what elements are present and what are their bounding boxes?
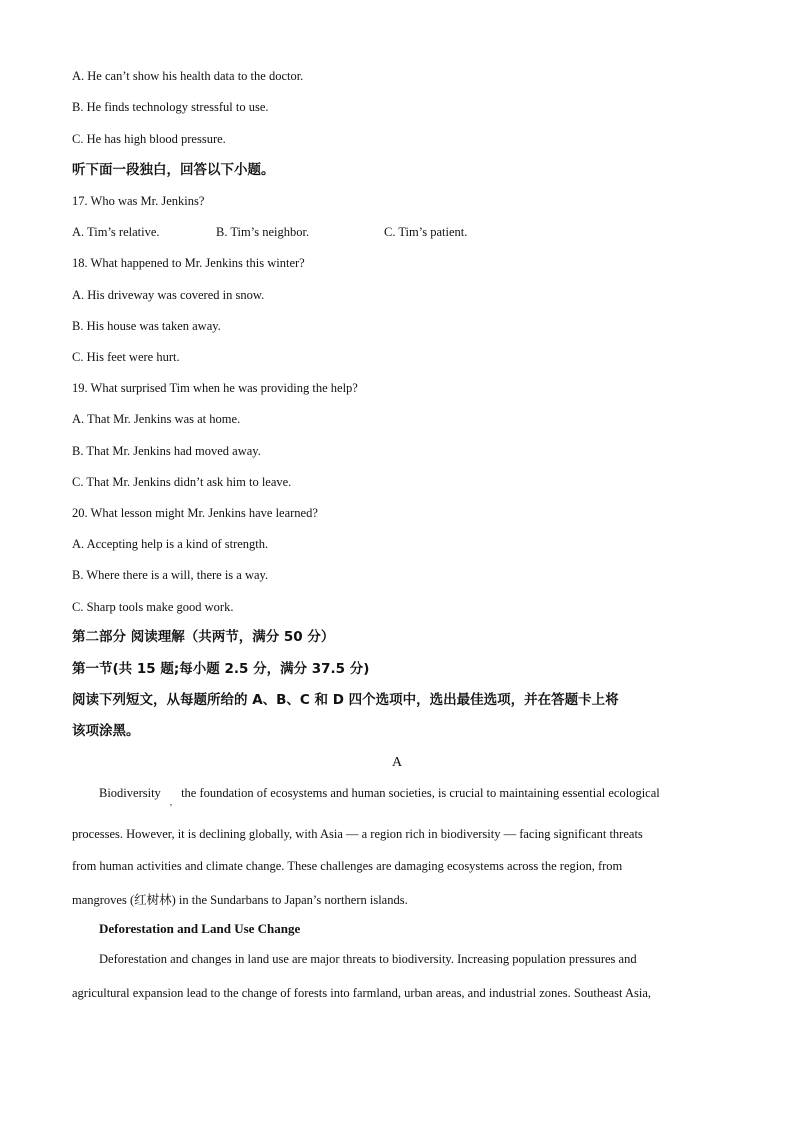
option-b: B. That Mr. Jenkins had moved away. xyxy=(72,444,261,458)
question-17-stem: 17. Who was Mr. Jenkins? xyxy=(72,194,205,208)
option-c: C. Tim’s patient. xyxy=(384,225,468,239)
option-c: C. His feet were hurt. xyxy=(72,350,180,364)
option-a: A. He can’t show his health data to the doctor. xyxy=(72,69,304,83)
passage-text: Deforestation and changes in land use are major threats to biodiversity. Increasing population pressures and xyxy=(99,952,637,966)
option-a: A. Tim’s relative. xyxy=(72,225,160,239)
passage-line: agricultural expansion lead to the change of forests into farmland, urban areas, and industrial zones. Southeast Asia, xyxy=(72,986,651,1000)
option-b: B. He finds technology stressful to use. xyxy=(72,100,269,114)
passage-text: the foundation of ecosystems and human societies, is crucial to maintaining essential ecological xyxy=(181,786,660,800)
reading-directions-line-1: 阅读下列短文，从每题所给的 A、B、C 和 D 四个选项中，选出最佳选项，并在答题卡上将 xyxy=(72,692,619,708)
comma-mark: , xyxy=(169,797,173,807)
section-one-title: 第一节(共 15 题;每小题 2.5 分，满分 37.5 分) xyxy=(72,661,370,677)
passage-line: from human activities and climate change. These challenges are damaging ecosystems across the region, from xyxy=(72,859,623,873)
option-c: C. Sharp tools make good work. xyxy=(72,600,234,614)
section-heading: Deforestation and Land Use Change xyxy=(99,921,301,936)
option-b: B. Tim’s neighbor. xyxy=(216,225,310,239)
passage-line: processes. However, it is declining globally, with Asia — a region rich in biodiversity — facing significant threats xyxy=(72,827,643,841)
question-17-options xyxy=(72,224,467,240)
part-two-title: 第二部分 阅读理解（共两节，满分 50 分） xyxy=(72,629,335,645)
option-b: B. Where there is a will, there is a way. xyxy=(72,568,269,582)
passage-text: Biodiversity xyxy=(99,786,161,800)
listening-instruction: 听下面一段独白，回答以下小题。 xyxy=(72,162,275,178)
reading-directions-line-2: 该项涂黑。 xyxy=(72,723,140,739)
passage-line xyxy=(72,786,722,807)
passage-line: mangroves (红树林) in the Sundarbans to Japan’s northern islands. xyxy=(72,893,408,907)
option-a: A. That Mr. Jenkins was at home. xyxy=(72,412,241,426)
option-a: A. Accepting help is a kind of strength. xyxy=(72,537,269,551)
question-20-stem: 20. What lesson might Mr. Jenkins have learned? xyxy=(72,506,318,520)
passage-line xyxy=(72,952,722,967)
question-19-stem: 19. What surprised Tim when he was providing the help? xyxy=(72,381,358,395)
question-18-stem: 18. What happened to Mr. Jenkins this winter? xyxy=(72,256,305,270)
option-b: B. His house was taken away. xyxy=(72,319,221,333)
option-c: C. That Mr. Jenkins didn’t ask him to leave. xyxy=(72,475,292,489)
passage-letter: A xyxy=(391,755,403,770)
option-c: C. He has high blood pressure. xyxy=(72,132,226,146)
option-a: A. His driveway was covered in snow. xyxy=(72,288,265,302)
